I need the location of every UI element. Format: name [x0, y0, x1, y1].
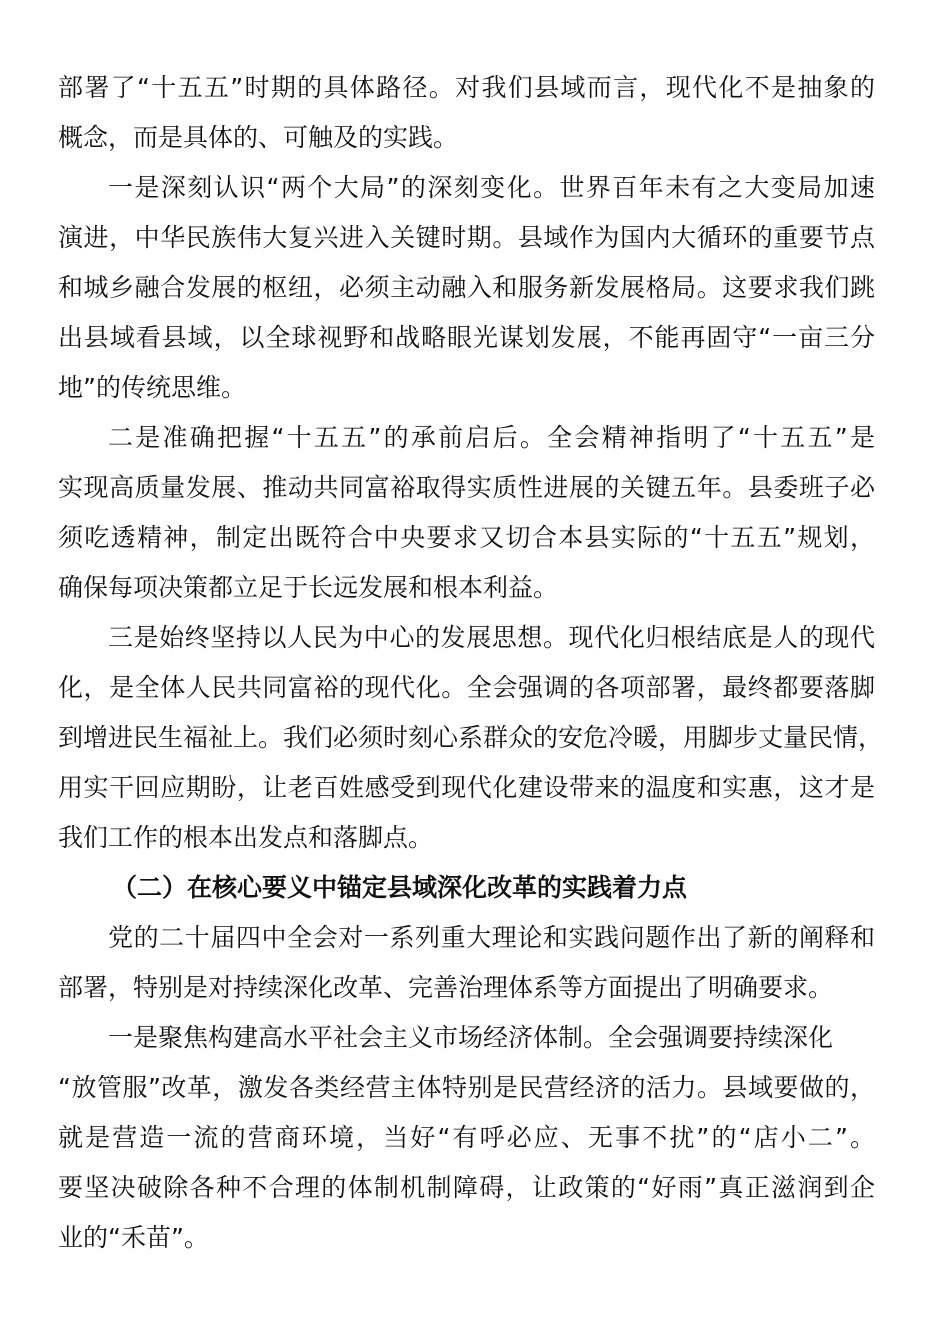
text-line: 一是深刻认识“两个大局”的深刻变化。世界百年未有之大变局加速: [108, 173, 875, 202]
text-line: 演进，中华民族伟大复兴进入关键时期。县域作为国内大循环的重要节点: [58, 223, 875, 252]
text-line: 实现高质量发展、推动共同富裕取得实质性进展的关键五年。县委班子必: [58, 473, 875, 502]
text-line: 概念，而是具体的、可触及的实践。: [58, 123, 459, 152]
text-line: 须吃透精神，制定出既符合中央要求又切合本县实际的“十五五”规划，: [58, 523, 875, 552]
paragraph: [58, 1013, 875, 1263]
text-line: 要坚决破除各种不合理的体制机制障碍，让政策的“好雨”真正滋润到企: [58, 1173, 875, 1202]
text-line: 地”的传统思维。: [58, 373, 246, 402]
text-line: 一是聚焦构建高水平社会主义市场经济体制。全会强调要持续深化: [108, 1023, 834, 1052]
text-line: 党的二十届四中全会对一系列重大理论和实践问题作出了新的阐释和: [108, 923, 875, 952]
text-line: 部署，特别是对持续深化改革、完善治理体系等方面提出了明确要求。: [58, 973, 834, 1002]
document-page: [58, 63, 884, 1263]
text-line: “放管服”改革，激发各类经营主体特别是民营经济的活力。县域要做的，: [58, 1073, 875, 1102]
text-line: 到增进民生福祉上。我们必须时刻心系群众的安危冷暖，用脚步丈量民情，: [58, 723, 884, 752]
text-line: 用实干回应期盼，让老百姓感受到现代化建设带来的温度和实惠，这才是: [58, 773, 875, 802]
text-line: 部署了“十五五”时期的具体路径。对我们县域而言，现代化不是抽象的: [58, 73, 875, 102]
text-line: 确保每项决策都立足于长远发展和根本利益。: [58, 573, 559, 602]
paragraph: [58, 913, 875, 1013]
text-line: 三是始终坚持以人民为中心的发展思想。现代化归根结底是人的现代: [108, 623, 875, 652]
text-line: 和城乡融合发展的枢纽，必须主动融入和服务新发展格局。这要求我们跳: [58, 273, 875, 302]
text-line: 我们工作的根本出发点和落脚点。: [58, 823, 434, 852]
section-heading: （二）在核心要义中锚定县域深化改革的实践着力点: [112, 873, 688, 902]
paragraph: [58, 163, 875, 413]
text-line: 出县域看县域，以全球视野和战略眼光谋划发展，不能再固守“一亩三分: [58, 323, 875, 352]
text-line: 就是营造一流的营商环境，当好“有呼必应、无事不扰”的“店小二”。: [58, 1123, 875, 1152]
text-line: 业的“禾苗”。: [58, 1223, 209, 1252]
paragraph: [58, 413, 875, 613]
text-line: 化，是全体人民共同富裕的现代化。全会强调的各项部署，最终都要落脚: [58, 673, 875, 702]
text-line: 二是准确把握“十五五”的承前启后。全会精神指明了“十五五”是: [108, 423, 875, 452]
paragraph: [58, 613, 884, 863]
paragraph: [58, 63, 875, 163]
